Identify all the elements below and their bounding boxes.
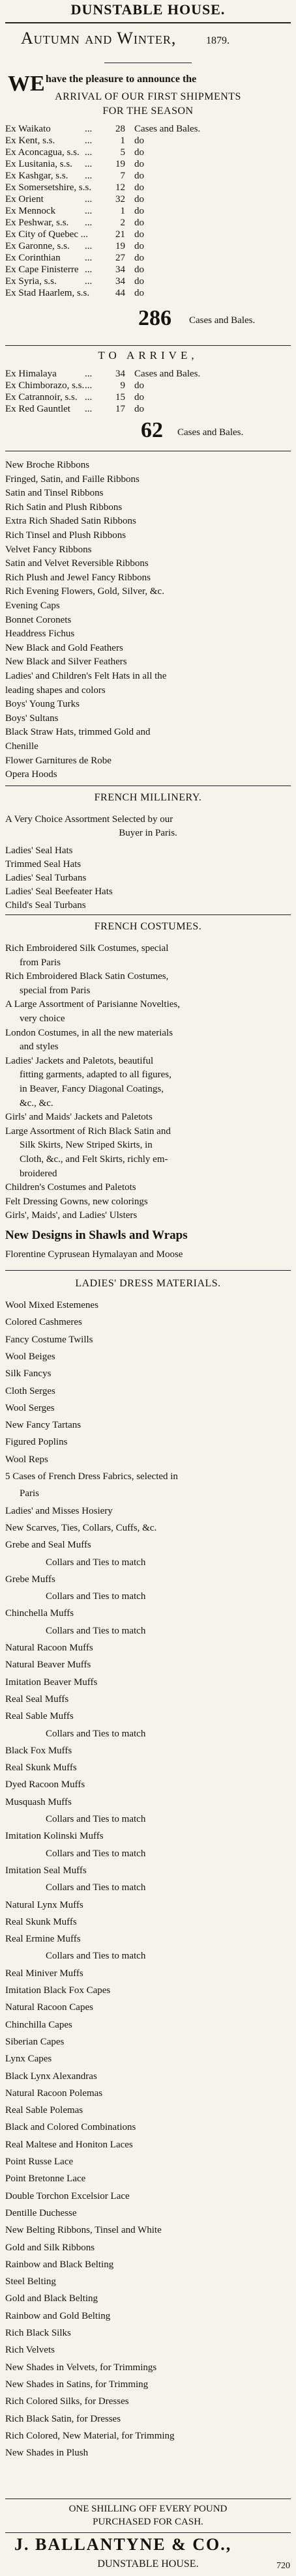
shipment-count: 15 <box>115 392 125 403</box>
list-item: and styles <box>20 1041 59 1053</box>
shipment-row <box>5 182 292 194</box>
shipment-dots: ... <box>85 159 93 169</box>
list-item: Wool Reps <box>5 1454 48 1465</box>
shipment-count: 21 <box>115 229 125 240</box>
millinery-assortment-cont: Buyer in Paris. <box>119 828 177 838</box>
list-item: New Shades in Plush <box>5 2448 89 2459</box>
list-item: Gold and Silk Ribbons <box>5 2242 95 2253</box>
list-item: New Belting Ribbons, Tinsel and White <box>5 2225 162 2236</box>
list-item: New Black and Gold Feathers <box>5 642 123 653</box>
shipment-dots: ... <box>85 380 93 391</box>
list-item: Imitation Black Fox Capes <box>5 1985 111 1996</box>
list-item: Ladies' and Misses Hosiery <box>5 1505 113 1516</box>
shipment-name: Ex Cape Finisterre <box>5 264 79 275</box>
shipment-row <box>5 147 292 159</box>
list-item: Collars and Ties to match <box>46 1625 146 1636</box>
list-item: Real Skunk Muffs <box>5 1916 77 1927</box>
list-item: Satin and Tinsel Ribbons <box>5 488 104 499</box>
shipment-row <box>5 241 292 253</box>
to-arrive-heading: TO ARRIVE, <box>98 349 198 361</box>
list-item: Rich Satin and Plush Ribbons <box>5 502 123 513</box>
shipment-name: Ex Mennock <box>5 206 56 216</box>
shipment-dots: ... <box>85 124 93 134</box>
shipment-note: do <box>134 206 144 216</box>
list-item: Felt Dressing Gowns, new colorings <box>5 1196 148 1207</box>
shipment-row <box>5 380 292 392</box>
season-label: Autumn and Winter, <box>21 29 177 48</box>
list-item: Natural Racoon Muffs <box>5 1643 93 1653</box>
shipment-count: 34 <box>115 264 125 275</box>
intro-line1: have the pleasure to announce the <box>46 74 197 85</box>
shipment-row <box>5 206 292 218</box>
list-item: Black Lynx Alexandras <box>5 2071 97 2082</box>
list-item: Ladies' Jackets and Paletots, beautiful <box>5 1055 154 1066</box>
total-shipped-label: Cases and Bales. <box>189 315 256 326</box>
shipment-count: 2 <box>120 218 125 228</box>
list-item: Rich Colored, New Material, for Trimming <box>5 2430 175 2441</box>
list-item: Flower Garnitures de Robe <box>5 755 111 766</box>
shipment-note: do <box>134 288 144 298</box>
shipment-name: Ex Stad Haarlem, s.s. <box>5 288 90 298</box>
list-item: Wool Beiges <box>5 1351 55 1362</box>
costumes-rule <box>5 914 291 915</box>
shipment-note: do <box>134 276 144 287</box>
list-item: Headdress Fichus <box>5 629 75 640</box>
total-shipped-number: 286 <box>138 306 171 330</box>
list-item: Dentille Duchesse <box>5 2207 77 2218</box>
shipment-name: Ex Chimborazo, s.s. <box>5 380 85 391</box>
shipment-row <box>5 369 292 380</box>
shipment-count: 7 <box>120 171 125 181</box>
list-item: very choice <box>20 1013 65 1024</box>
list-item: Lynx Capes <box>5 2054 52 2065</box>
shipment-note: do <box>134 171 144 181</box>
shipment-count: 9 <box>120 380 125 391</box>
list-item: Ladies' Seal Beefeater Hats <box>5 886 113 897</box>
list-item: Trimmed Seal Hats <box>5 859 81 870</box>
list-item: Real Sable Muffs <box>5 1711 74 1722</box>
shipment-count: 28 <box>115 124 125 134</box>
page-title: DUNSTABLE HOUSE. <box>70 1 226 18</box>
shipment-count: 1 <box>120 206 125 216</box>
shipment-count: 19 <box>115 159 125 169</box>
list-item: leading shapes and colors <box>5 685 106 696</box>
total-arriving-number: 62 <box>141 418 163 442</box>
shipment-row <box>5 253 292 264</box>
list-item: Point Russe Lace <box>5 2157 74 2167</box>
list-item: Ladies' and Children's Felt Hats in all the <box>5 671 167 681</box>
list-item: New Shades in Velvets, for Trimmings <box>5 2362 157 2373</box>
shipment-name: Ex Red Gauntlet <box>5 404 70 414</box>
shipment-note: do <box>134 147 144 158</box>
season-year: 1879. <box>206 35 229 46</box>
shipment-note: do <box>134 229 144 240</box>
list-item: Chenille <box>5 741 38 752</box>
shipment-count: 1 <box>120 135 125 146</box>
shipment-note: do <box>134 218 144 228</box>
list-item: A Large Assortment of Parisianne Novelties, <box>5 999 181 1010</box>
shipment-count: 19 <box>115 241 125 251</box>
shipment-row <box>5 276 292 288</box>
list-item: Rich Plush and Jewel Fancy Ribbons <box>5 572 151 583</box>
list-item: Wool Mixed Estemenes <box>5 1300 98 1310</box>
shipment-note: do <box>134 253 144 263</box>
shipment-note: Cases and Bales. <box>134 369 201 379</box>
shipment-name: Ex Catrannoir, s.s. <box>5 392 78 403</box>
shipment-dots: ... <box>85 171 93 181</box>
list-item: Imitation Seal Muffs <box>5 1865 87 1876</box>
list-item: New Shades in Satins, for Trimming <box>5 2379 149 2390</box>
list-item: Ladies' Seal Turbans <box>5 873 87 883</box>
shipment-note: do <box>134 135 144 146</box>
list-item: Real Sable Polemas <box>5 2105 83 2116</box>
shipment-name: Ex Orient <box>5 194 44 205</box>
shipment-dots: ... <box>85 264 93 275</box>
shipment-row <box>5 229 292 241</box>
dress-rule <box>5 1270 291 1271</box>
list-item: Cloth Serges <box>5 1385 55 1396</box>
shipment-count: 17 <box>115 404 125 414</box>
list-item: Girls' and Maids' Jackets and Paletots <box>5 1112 153 1123</box>
list-item: Collars and Ties to match <box>46 1557 146 1568</box>
list-item: Ladies' Seal Hats <box>5 845 73 856</box>
list-item: Rich Black Silks <box>5 2328 71 2338</box>
shipment-dots: ... <box>85 241 93 251</box>
list-item: Figured Poplins <box>5 1437 68 1448</box>
shipment-note: do <box>134 404 144 414</box>
list-item: Collars and Ties to match <box>46 1951 146 1962</box>
list-item: in Beaver, Fancy Diagonal Coatings, <box>20 1084 164 1094</box>
shipment-name: Ex Garonne, s.s. <box>5 241 70 251</box>
list-item: Gold and Black Belting <box>5 2293 98 2304</box>
list-item: 5 Cases of French Dress Fabrics, selected in <box>5 1471 178 1482</box>
total-arriving-label: Cases and Bales. <box>177 427 244 438</box>
list-item: Real Ermine Muffs <box>5 1934 81 1945</box>
list-item: Bonnet Coronets <box>5 614 72 625</box>
shipment-dots: ... <box>85 194 93 205</box>
list-item: Children's Costumes and Paletots <box>5 1182 136 1193</box>
list-item: Grebe and Seal Muffs <box>5 1540 91 1551</box>
list-item: Black Straw Hats, trimmed Gold and <box>5 727 151 738</box>
list-item: New Fancy Tartans <box>5 1420 81 1431</box>
shipment-name: Ex Somersetshire, s.s. <box>5 182 92 193</box>
shawls-line: New Designs in Shawls and Wraps <box>5 1228 188 1242</box>
shipment-row <box>5 124 292 135</box>
list-item: Rainbow and Gold Belting <box>5 2310 111 2321</box>
advert-number: 720 <box>276 2561 290 2571</box>
shipment-dots: ... <box>85 218 93 228</box>
list-item: Evening Caps <box>5 601 60 611</box>
shipment-note: do <box>134 392 144 403</box>
list-item: Silk Skirts, New Striped Skirts, in <box>20 1140 153 1151</box>
shipment-note: do <box>134 194 144 205</box>
shipment-row <box>5 194 292 206</box>
shipment-row <box>5 159 292 171</box>
list-item: Imitation Kolinski Muffs <box>5 1831 104 1842</box>
dress-heading: LADIES' DRESS MATERIALS. <box>75 1278 221 1289</box>
list-item: Girls', Maids', and Ladies' Ulsters <box>5 1210 138 1221</box>
list-item: London Costumes, in all the new materials <box>5 1027 173 1038</box>
list-item: Fancy Costume Twills <box>5 1334 93 1345</box>
list-item: Satin and Velvet Reversible Ribbons <box>5 558 149 569</box>
list-item: Large Assortment of Rich Black Satin and <box>5 1125 171 1137</box>
list-item: Natural Lynx Muffs <box>5 1899 83 1910</box>
shipment-row <box>5 218 292 229</box>
list-item: Natural Beaver Muffs <box>5 1660 91 1671</box>
list-item: Natural Racoon Polemas <box>5 2088 103 2099</box>
list-item: Collars and Ties to match <box>46 1848 146 1859</box>
list-item: New Scarves, Ties, Collars, Cuffs, &c. <box>5 1522 157 1533</box>
florentine-line: Florentine Cyprusean Hymalayan and Moose <box>5 1249 183 1260</box>
shipment-row <box>5 392 292 404</box>
shipment-name: Ex Waikato <box>5 124 51 134</box>
intro-initial: WE <box>8 72 45 96</box>
shipment-count: 34 <box>115 369 125 379</box>
list-item: Chinchilla Capes <box>5 2019 72 2030</box>
costumes-heading: FRENCH COSTUMES. <box>94 921 202 932</box>
shipment-note: do <box>134 380 144 391</box>
list-item: Real Seal Muffs <box>5 1693 69 1705</box>
list-item: Chinchella Muffs <box>5 1608 74 1619</box>
firm-name: J. BALLANTYNE & CO., <box>14 2535 232 2554</box>
list-item: Rich Colored Silks, for Dresses <box>5 2396 129 2407</box>
list-item: Cloth, &c., and Felt Skirts, richly em- <box>20 1154 168 1165</box>
list-item: New Broche Ribbons <box>5 460 90 470</box>
shipment-dots: ... <box>85 147 93 158</box>
list-item: broidered <box>20 1168 57 1179</box>
shipment-count: 27 <box>115 253 125 263</box>
list-item: Fringed, Satin, and Faille Ribbons <box>5 474 140 485</box>
shipment-name: Ex Kent, s.s. <box>5 135 55 146</box>
total-shipped <box>0 306 296 332</box>
list-item: Black and Colored Combinations <box>5 2122 136 2133</box>
shipment-count: 12 <box>115 182 125 193</box>
shipment-name: Ex City of Quebec ... <box>5 229 89 240</box>
list-item: Steel Belting <box>5 2276 56 2287</box>
list-item: Point Bretonne Lace <box>5 2173 86 2185</box>
shipment-count: 44 <box>115 288 125 298</box>
shipment-name: Ex Himalaya <box>5 369 57 379</box>
list-item: Boys' Young Turks <box>5 699 80 710</box>
list-item: Real Skunk Muffs <box>5 1762 77 1774</box>
shipment-dots: ... <box>85 369 93 379</box>
shipment-dots: ... <box>85 135 93 146</box>
firm-rule <box>5 2532 291 2533</box>
shipment-dots: ... <box>85 392 93 403</box>
list-item: Grebe Muffs <box>5 1574 55 1585</box>
shipment-name: Ex Lusitania, s.s. <box>5 159 72 169</box>
list-item: Rich Velvets <box>5 2345 55 2356</box>
shipment-count: 32 <box>115 194 125 205</box>
list-item: Siberian Capes <box>5 2036 65 2047</box>
millinery-assortment: A Very Choice Assortment Selected by our <box>5 814 173 825</box>
list-item: Collars and Ties to match <box>46 1814 146 1824</box>
shipment-name: Ex Syria, s.s. <box>5 276 57 287</box>
list-item: Black Fox Muffs <box>5 1745 72 1756</box>
list-item: Rainbow and Black Belting <box>5 2259 114 2270</box>
list-item: Double Torchon Excelsior Lace <box>5 2190 130 2201</box>
list-item: Extra Rich Shaded Satin Ribbons <box>5 516 136 527</box>
shipment-row <box>5 404 292 416</box>
millinery-heading: FRENCH MILLINERY. <box>94 792 202 803</box>
shipment-name: Ex Peshwar, s.s. <box>5 218 69 228</box>
list-item: Rich Black Satin, for Dresses <box>5 2413 121 2424</box>
footer-rule <box>5 2498 291 2499</box>
list-item: Rich Embroidered Silk Costumes, special <box>5 943 169 954</box>
list-item: Boys' Sultans <box>5 713 59 724</box>
list-item: from Paris <box>20 957 61 968</box>
shipment-row <box>5 288 292 300</box>
list-item: special from Paris <box>20 985 91 996</box>
list-item: New Black and Silver Feathers <box>5 657 127 668</box>
list-item: Dyed Racoon Muffs <box>5 1779 85 1790</box>
shipment-dots: ... <box>85 404 93 414</box>
season-subheading: FOR THE SEASON <box>102 106 194 117</box>
list-item: Real Miniver Muffs <box>5 1968 83 1979</box>
shipment-name: Ex Aconcagua, s.s. <box>5 147 80 158</box>
shipment-row <box>5 264 292 276</box>
list-item: Paris <box>20 1488 39 1499</box>
shipment-name: Ex Kashgar, s.s. <box>5 171 68 181</box>
firm-address: DUNSTABLE HOUSE. <box>97 2558 199 2569</box>
list-item: fitting garments, adapted to all figures, <box>20 1069 171 1081</box>
season-line <box>0 29 296 55</box>
list-item: Imitation Beaver Muffs <box>5 1677 98 1688</box>
shipment-note: do <box>134 241 144 251</box>
arrival-heading: ARRIVAL OF OUR FIRST SHIPMENTS <box>55 91 241 102</box>
cash-discount-line2: PURCHASED FOR CASH. <box>93 2517 203 2527</box>
list-item: Rich Tinsel and Plush Ribbons <box>5 530 126 541</box>
arrive-rule <box>5 345 291 346</box>
shipment-row <box>5 135 292 147</box>
shipment-name: Ex Corinthian <box>5 253 61 263</box>
list-item: Wool Serges <box>5 1402 55 1413</box>
shipment-note: do <box>134 159 144 169</box>
list-item: Colored Cashmeres <box>5 1317 82 1328</box>
list-item: Musquash Muffs <box>5 1796 72 1807</box>
list-item: Velvet Fancy Ribbons <box>5 544 92 555</box>
shipment-row <box>5 171 292 182</box>
list-item: &c., &c. <box>20 1097 53 1109</box>
cash-discount-line1: ONE SHILLING OFF EVERY POUND <box>68 2504 228 2514</box>
shipment-dots: ... <box>85 206 93 216</box>
list-item: Rich Embroidered Black Satin Costumes, <box>5 971 169 982</box>
shipment-dots: ... <box>85 276 93 287</box>
list-item: Collars and Ties to match <box>46 1882 146 1893</box>
total-arriving <box>0 418 296 444</box>
shipment-note: Cases and Bales. <box>134 124 201 134</box>
firm-block <box>0 2535 296 2561</box>
shipment-dots: ... <box>85 253 93 263</box>
list-item: Collars and Ties to match <box>46 1591 146 1602</box>
list-item: Natural Racoon Capes <box>5 2002 93 2013</box>
list-item: Opera Hoods <box>5 769 57 780</box>
shipment-note: do <box>134 182 144 193</box>
shipment-count: 5 <box>120 147 125 158</box>
list-item: Collars and Ties to match <box>46 1728 146 1739</box>
list-item: Real Maltese and Honiton Laces <box>5 2139 133 2150</box>
list-item: Child's Seal Turbans <box>5 900 86 911</box>
header-rule <box>5 22 291 23</box>
list-item: Silk Fancys <box>5 1368 52 1380</box>
list-item: Rich Evening Flowers, Gold, Silver, &c. <box>5 586 164 597</box>
shipment-count: 34 <box>115 276 125 287</box>
shipment-note: do <box>134 264 144 275</box>
